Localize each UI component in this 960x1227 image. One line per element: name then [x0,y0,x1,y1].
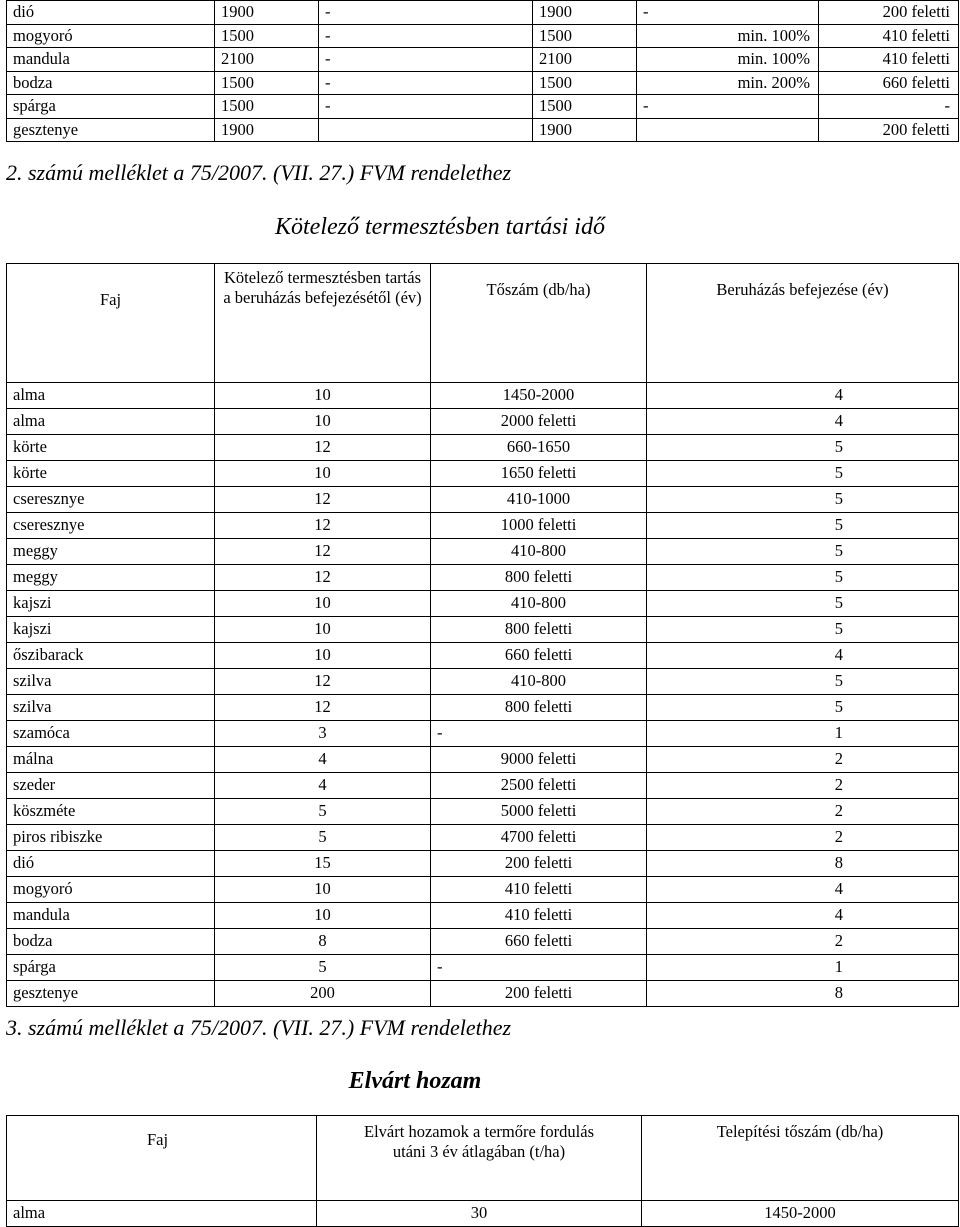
table-cell: 4 [647,877,959,903]
table-cell: szamóca [7,721,215,747]
table-cell: 4 [215,773,431,799]
table-cell: - [431,721,647,747]
table-cell: min. 100% [637,48,819,72]
table-cell: 410-800 [431,539,647,565]
table-cell: 1900 [215,118,319,142]
table-cell: 8 [647,851,959,877]
table-cell: alma [7,1201,317,1227]
table-cell: 4 [647,643,959,669]
table-cell: kajszi [7,591,215,617]
table-cell: 800 feletti [431,565,647,591]
table-cell: 410 feletti [819,24,959,48]
table-cell: 12 [215,513,431,539]
table-cell: 5 [647,435,959,461]
table-row [7,487,959,513]
table-cell: 200 feletti [819,1,959,25]
table-cell: alma [7,383,215,409]
table-row [7,95,959,119]
table-cell: 1500 [215,71,319,95]
table-cell: 10 [215,461,431,487]
table-row [7,981,959,1007]
table-cell: 4 [647,409,959,435]
table-cell: 2 [647,825,959,851]
table-cell: 1900 [533,1,637,25]
table-cell: 2 [647,773,959,799]
table-cell: 2100 [533,48,637,72]
table-cell: 1 [647,721,959,747]
table-cell: 12 [215,435,431,461]
table-cell: 1900 [533,118,637,142]
table-cell: alma [7,409,215,435]
table-cell: 5 [647,669,959,695]
table-cell: 5 [647,617,959,643]
table-cell: 2100 [215,48,319,72]
table-cell: 10 [215,409,431,435]
table-row [7,695,959,721]
table-cell: 2 [647,929,959,955]
table-cell: 4 [647,383,959,409]
table-cell: 410-1000 [431,487,647,513]
table-cell: 1500 [215,95,319,119]
table-row [7,513,959,539]
table-row [7,877,959,903]
table-cell: cseresznye [7,513,215,539]
table-cell: 1500 [533,24,637,48]
table-cell: 2 [647,747,959,773]
table-row [7,643,959,669]
table-cell: köszméte [7,799,215,825]
planting-period-table-body [7,383,959,1007]
table-row [7,461,959,487]
table-cell: mogyoró [7,24,215,48]
table-cell: - [319,95,533,119]
table-cell: 12 [215,669,431,695]
annex-2-title: Kötelező termesztésben tartási idő [275,214,605,240]
planting-period-table [6,263,959,1007]
table-cell: 2 [647,799,959,825]
table-cell: 5 [215,799,431,825]
table-row [7,118,959,142]
table-cell: 200 feletti [819,118,959,142]
table-cell: mandula [7,48,215,72]
table-cell: 3 [215,721,431,747]
table-cell: - [319,48,533,72]
annex-3-title: Elvárt hozam [348,1068,482,1094]
table-cell: 30 [317,1201,642,1227]
table-cell: gesztenye [7,118,215,142]
table-cell: dió [7,851,215,877]
table-cell: 5 [647,461,959,487]
table-cell: 1900 [215,1,319,25]
table-cell: 10 [215,643,431,669]
table-cell: 5000 feletti [431,799,647,825]
table-row [7,825,959,851]
table-cell: 5 [647,487,959,513]
table-row [7,721,959,747]
table-cell: - [319,24,533,48]
table-cell: körte [7,461,215,487]
annex-2-heading: 2. számú melléklet a 75/2007. (VII. 27.) FVM rendelethez [6,160,512,185]
table-row [7,617,959,643]
table-cell: mandula [7,903,215,929]
table-cell: 8 [215,929,431,955]
table-cell: 5 [647,539,959,565]
header-faj: Faj [7,264,215,383]
table-row [7,903,959,929]
table-cell: meggy [7,539,215,565]
header-telepitesi: Telepítési tőszám (db/ha) [642,1116,959,1201]
table-cell: szeder [7,773,215,799]
table-cell: 4 [215,747,431,773]
table-cell: 200 feletti [431,981,647,1007]
header-toszam: Tőszám (db/ha) [431,264,647,383]
expected-yield-table [6,1115,959,1227]
table-cell: - [431,955,647,981]
table-cell: körte [7,435,215,461]
table-cell: 5 [647,565,959,591]
header-beruhazas: Beruházás befejezése (év) [647,264,959,383]
table-cell: - [637,95,819,119]
table-cell: 2500 feletti [431,773,647,799]
table-cell: 410 feletti [819,48,959,72]
table-cell: málna [7,747,215,773]
header-kotelezo: Kötelező termesztésben tartás a beruházás befejezésétől (év) [215,264,431,383]
header-hozam: Elvárt hozamok a termőre fordulás utáni 3 év átlagában (t/ha) [317,1116,642,1201]
table-cell [637,118,819,142]
table-cell: 660 feletti [431,929,647,955]
table-cell: 1000 feletti [431,513,647,539]
table-row [7,48,959,72]
table-cell: 10 [215,383,431,409]
table-row [7,929,959,955]
table-cell: 1500 [533,95,637,119]
table-cell: 10 [215,617,431,643]
table-cell: spárga [7,955,215,981]
table-cell: 1450-2000 [642,1201,959,1227]
table-row [7,539,959,565]
table-cell: bodza [7,71,215,95]
table-cell: szilva [7,669,215,695]
table-cell: min. 200% [637,71,819,95]
table-cell [319,118,533,142]
top-table-body [7,1,959,142]
table-cell: 410 feletti [431,903,647,929]
table-cell: 1450-2000 [431,383,647,409]
table-cell: 5 [215,825,431,851]
table-row [7,669,959,695]
table-cell: mogyoró [7,877,215,903]
table-row [7,773,959,799]
table-cell: 800 feletti [431,695,647,721]
table-cell: 4700 feletti [431,825,647,851]
table-cell: 5 [647,695,959,721]
table-row [7,383,959,409]
table-row [7,24,959,48]
annex-3-heading: 3. számú melléklet a 75/2007. (VII. 27.) FVM rendelethez [6,1015,512,1040]
table-cell: 5 [647,513,959,539]
table-cell: 8 [647,981,959,1007]
table-cell: cseresznye [7,487,215,513]
table-cell: - [637,1,819,25]
table-row [7,955,959,981]
table-cell: gesztenye [7,981,215,1007]
table-cell: 200 [215,981,431,1007]
table-cell: - [819,95,959,119]
table-cell: - [319,71,533,95]
expected-yield-table-body [7,1201,959,1227]
table-row [7,1,959,25]
table-cell: 1500 [215,24,319,48]
table-cell: 10 [215,877,431,903]
table-cell: piros ribiszke [7,825,215,851]
table-cell: spárga [7,95,215,119]
table-cell: szilva [7,695,215,721]
table-row [7,71,959,95]
table-cell: 410-800 [431,669,647,695]
table-cell: 660 feletti [819,71,959,95]
table-cell: 5 [647,591,959,617]
table-cell: 10 [215,903,431,929]
table-cell: 12 [215,695,431,721]
table-cell: meggy [7,565,215,591]
table-cell: őszibarack [7,643,215,669]
table-cell: - [319,1,533,25]
table-row [7,409,959,435]
table-cell: bodza [7,929,215,955]
top-table [6,0,959,142]
table-cell: 1650 feletti [431,461,647,487]
table-row [7,565,959,591]
table-cell: 410 feletti [431,877,647,903]
table-cell: dió [7,1,215,25]
table-cell: 1500 [533,71,637,95]
table-cell: 660 feletti [431,643,647,669]
header-faj-yield: Faj [7,1116,317,1201]
table-cell: kajszi [7,617,215,643]
table-cell: 800 feletti [431,617,647,643]
table-cell: 410-800 [431,591,647,617]
table-cell: 15 [215,851,431,877]
table-cell: 5 [215,955,431,981]
table-cell: 12 [215,565,431,591]
table-row [7,799,959,825]
table-cell: 2000 feletti [431,409,647,435]
table-cell: 200 feletti [431,851,647,877]
table-cell: 1 [647,955,959,981]
table-row [7,747,959,773]
table-cell: min. 100% [637,24,819,48]
table-row [7,851,959,877]
table-cell: 660-1650 [431,435,647,461]
table-cell: 12 [215,487,431,513]
table-cell: 10 [215,591,431,617]
table-cell: 12 [215,539,431,565]
table-row [7,591,959,617]
table-row [7,435,959,461]
table-row [7,1201,959,1227]
table-cell: 9000 feletti [431,747,647,773]
table-cell: 4 [647,903,959,929]
